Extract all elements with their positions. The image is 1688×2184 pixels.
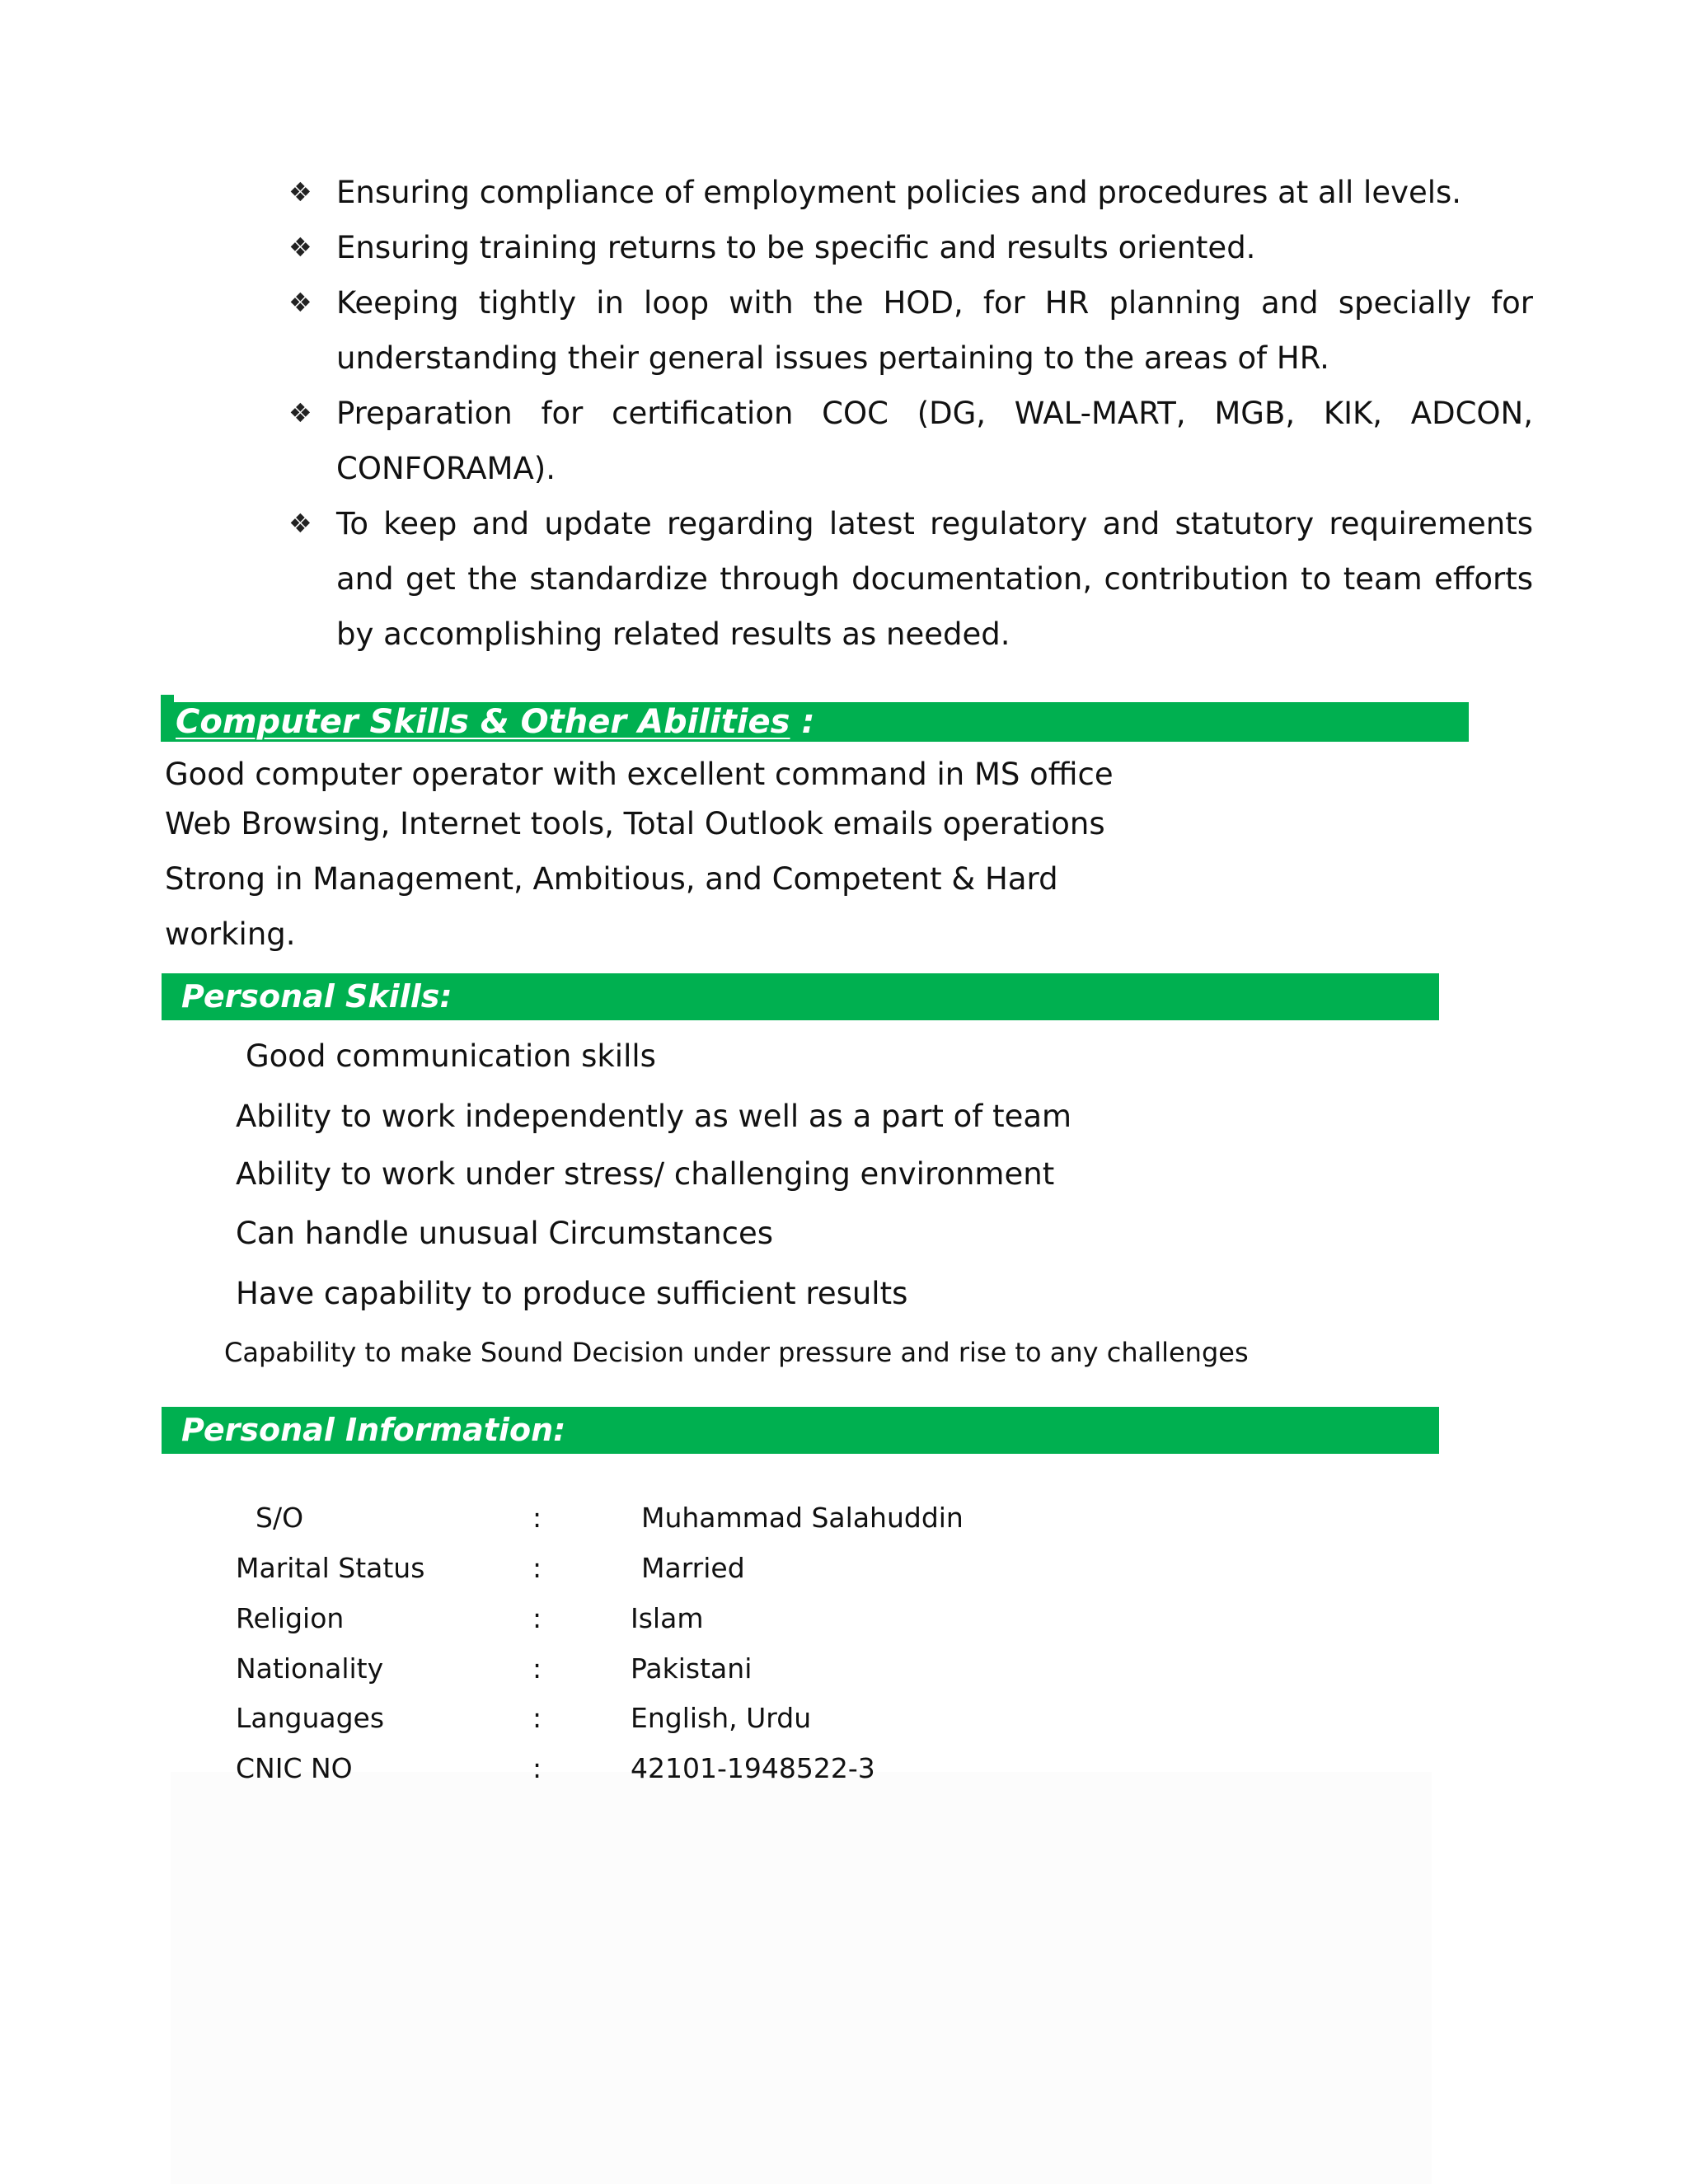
list-item-text: Preparation for certification COC (DG, WAL-MART, MGB, KIK, ADCON, CONFORAMA).: [336, 396, 1533, 486]
info-label: Religion: [236, 1602, 345, 1634]
personal-skills-title: Personal Skills:: [181, 978, 452, 1015]
info-separator: :: [532, 1652, 542, 1685]
list-item-text: To keep and update regarding latest regulatory and statutory requirements and get the standardize through documentation, contribution to team efforts by accomplishing related results as needed.: [336, 506, 1533, 652]
info-label: S/O: [256, 1502, 304, 1534]
list-item: [288, 220, 1533, 275]
diamond-bullet-icon: ❖: [288, 232, 312, 263]
info-value: Pakistani: [631, 1652, 753, 1685]
list-item: Capability to make Sound Decision under pressure and rise to any challenges: [224, 1337, 1249, 1368]
list-item: working.: [165, 916, 296, 952]
info-separator: :: [532, 1702, 542, 1734]
diamond-bullet-icon: ❖: [288, 397, 312, 429]
list-item-text: Ensuring compliance of employment policies and procedures at all levels.: [336, 175, 1462, 210]
info-value: Muhammad Salahuddin: [641, 1502, 964, 1534]
diamond-bullet-icon: ❖: [288, 508, 312, 539]
personal-information-title: Personal Information:: [181, 1412, 566, 1448]
computer-skills-title: Computer Skills & Other Abilities: [176, 703, 790, 741]
list-item: Web Browsing, Internet tools, Total Outlook emails operations: [165, 806, 1105, 841]
info-separator: :: [532, 1752, 542, 1784]
list-item: Good communication skills: [246, 1038, 656, 1074]
list-item: [288, 165, 1533, 220]
info-label: Marital Status: [236, 1552, 425, 1584]
list-item: Ability to work independently as well as a part of team: [236, 1099, 1072, 1134]
list-item: Strong in Management, Ambitious, and Competent & Hard: [165, 861, 1058, 897]
list-item: [288, 496, 1533, 662]
diamond-bullet-icon: ❖: [288, 287, 312, 318]
info-label: Nationality: [236, 1652, 384, 1685]
computer-skills-title-suffix: :: [801, 703, 815, 741]
info-separator: :: [532, 1502, 542, 1534]
list-item: Ability to work under stress/ challenging environment: [236, 1156, 1055, 1192]
info-value: Islam: [631, 1602, 704, 1634]
info-label: CNIC NO: [236, 1752, 353, 1784]
info-value: English, Urdu: [631, 1702, 812, 1734]
list-item: [288, 386, 1533, 496]
list-item: Can handle unusual Circumstances: [236, 1216, 774, 1251]
personal-skills-heading: [162, 973, 1439, 1020]
list-item-text: Keeping tightly in loop with the HOD, for HR planning and specially for understanding their general issues pertaining to the areas of HR.: [336, 285, 1533, 376]
info-separator: :: [532, 1602, 542, 1634]
info-label: Languages: [236, 1702, 385, 1734]
diamond-bullet-icon: ❖: [288, 176, 312, 208]
page-bottom-shade: [171, 1772, 1432, 2184]
list-item: Have capability to produce sufficient results: [236, 1276, 908, 1311]
list-item: [288, 275, 1533, 386]
personal-information-heading: [162, 1407, 1439, 1454]
list-item-text: Ensuring training returns to be specific and results oriented.: [336, 230, 1256, 265]
list-item: Good computer operator with excellent command in MS office: [165, 757, 1114, 792]
info-separator: :: [532, 1552, 542, 1584]
computer-skills-heading: [161, 702, 1469, 742]
responsibilities-list: [288, 165, 1533, 662]
info-value: Married: [641, 1552, 745, 1584]
info-value: 42101-1948522-3: [631, 1752, 875, 1784]
